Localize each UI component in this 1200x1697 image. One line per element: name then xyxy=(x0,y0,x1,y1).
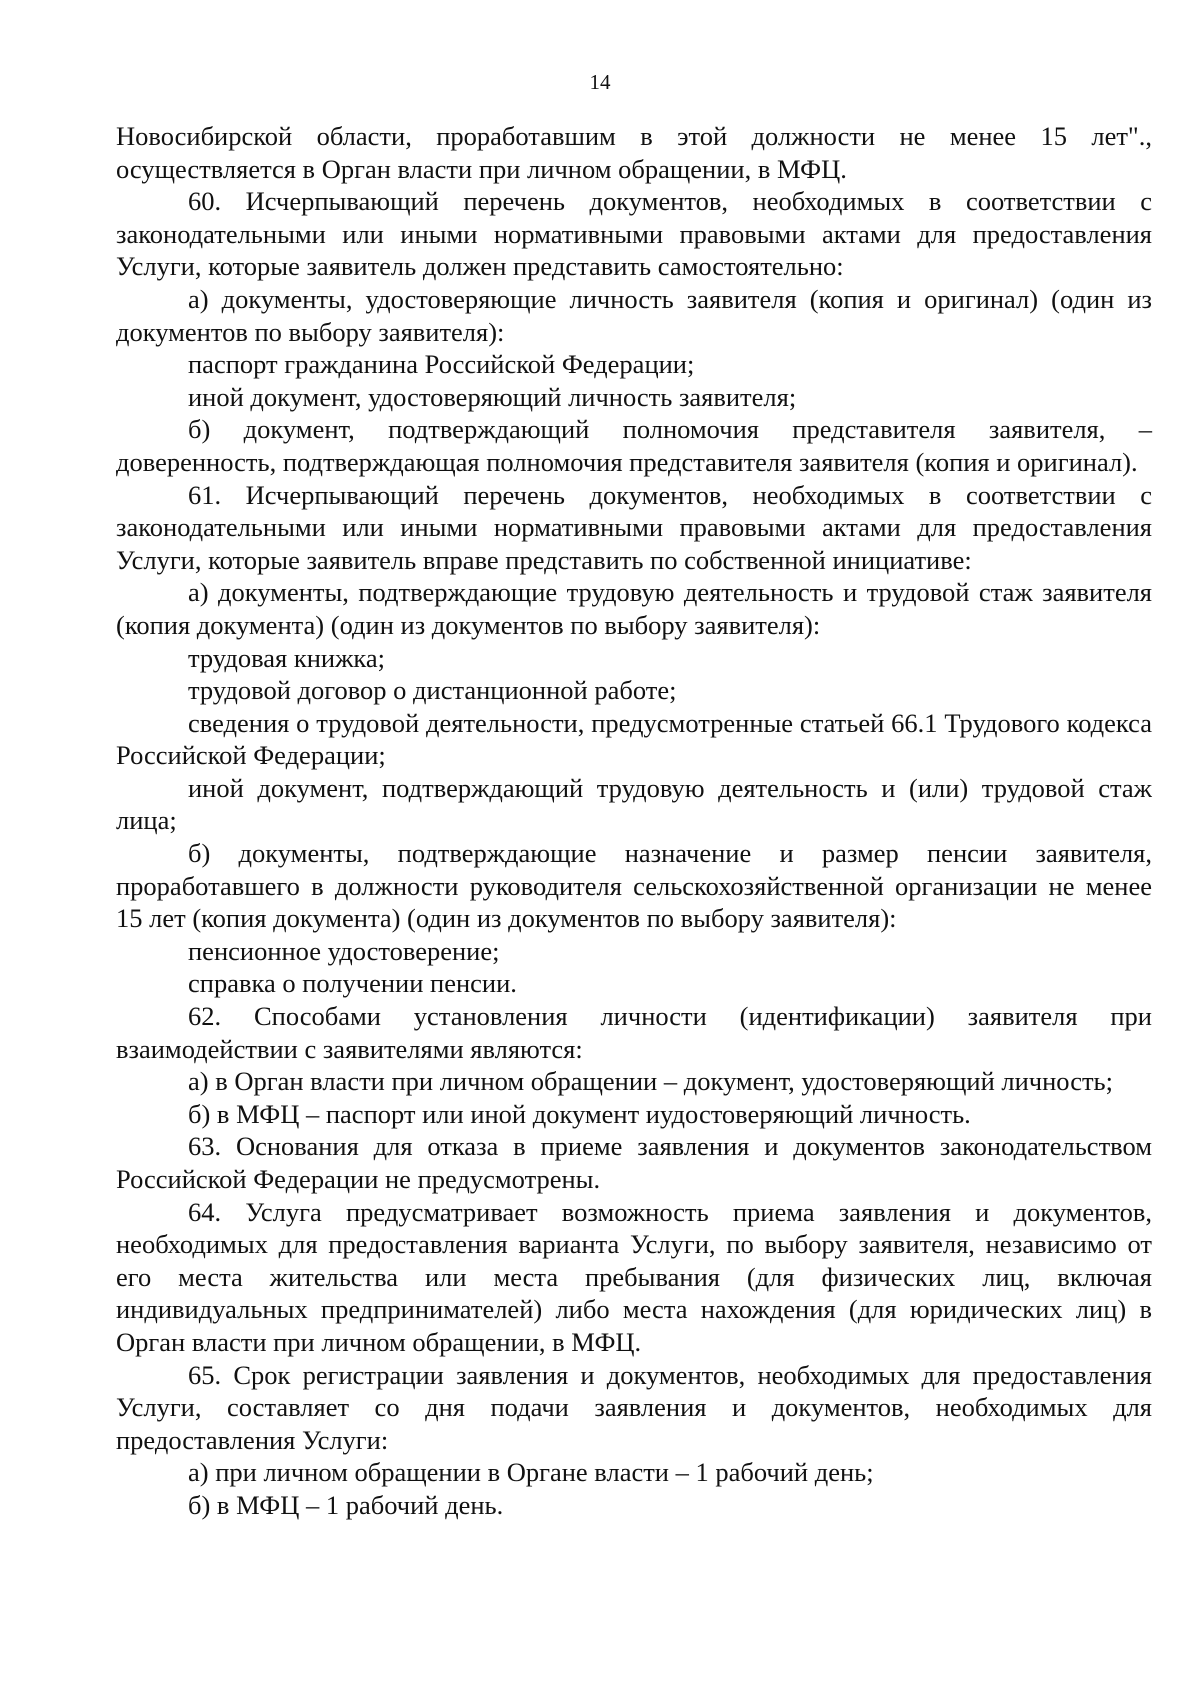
paragraph-65-b: б) в МФЦ – 1 рабочий день. xyxy=(188,1489,504,1520)
page-number: 14 xyxy=(589,70,611,94)
paragraph-60: 60. Исчерпывающий перечень документов, необходимых в соответствии с законодательными или иными нормативными правовыми актами для предоставления Услуги, которые заявитель должен представить самостоятельно: xyxy=(116,186,1152,282)
paragraph-63: 63. Основания для отказа в приеме заявления и документов законодательством Российской Федерации не предусмотрены. xyxy=(116,1131,1152,1194)
document-body xyxy=(116,120,1152,1522)
paragraph-61-a-item-3: сведения о трудовой деятельности, предусмотренные статьей 66.1 Трудового кодекса Российской Федерации; xyxy=(116,707,1152,771)
paragraph-60-a-item-2: иной документ, удостоверяющий личность заявителя; xyxy=(188,381,797,412)
paragraph-64: 64. Услуга предусматривает возможность приема заявления и документов, необходимых для предоставления варианта Услуги, по выбору заявителя, независимо от его места жительства или места пребывания (для физических лиц, включая индивидуальных предпринимателей) либо места нахождения (для юридических лиц) в Орган власти при личном обращении, в МФЦ. xyxy=(116,1196,1152,1357)
paragraph-61-b: б) документы, подтверждающие назначение и размер пенсии заявителя, проработавшего в должности руководителя сельскохозяйственной организации не менее 15 лет (копия документа) (один из документов по выбору заявителя): xyxy=(116,838,1152,934)
paragraph-65: 65. Срок регистрации заявления и документов, необходимых для предоставления Услуги, составляет со дня подачи заявления и документов, необходимых для предоставления Услуги: xyxy=(116,1359,1152,1455)
paragraph-61-b-item-2: справка о получении пенсии. xyxy=(188,968,517,999)
paragraph-61: 61. Исчерпывающий перечень документов, необходимых в соответствии с законодательными или иными нормативными правовыми актами для предоставления Услуги, которые заявитель вправе представить по собственной инициативе: xyxy=(116,479,1152,575)
paragraph-61-b-item-1: пенсионное удостоверение; xyxy=(188,935,500,966)
paragraph-61-a-item-1: трудовая книжка; xyxy=(188,642,386,673)
paragraph-65-a: а) при личном обращении в Органе власти – 1 рабочий день; xyxy=(188,1457,874,1488)
paragraph-61-a: а) документы, подтверждающие трудовую деятельность и трудовой стаж заявителя (копия документа) (один из документов по выбору заявителя): xyxy=(116,577,1152,640)
paragraph-62: 62. Способами установления личности (идентификации) заявителя при взаимодействии с заявителями являются: xyxy=(116,1001,1152,1064)
paragraph-62-b: б) в МФЦ – паспорт или иной документ иудостоверяющий личность. xyxy=(188,1098,971,1129)
paragraph-61-a-item-2: трудовой договор о дистанционной работе; xyxy=(188,675,677,706)
paragraph-continuation: Новосибирской области, проработавшим в этой должности не менее 15 лет"., осуществляется в Орган власти при личном обращении, в МФЦ. xyxy=(116,121,1152,184)
paragraph-62-a: а) в Орган власти при личном обращении – документ, удостоверяющий личность; xyxy=(188,1066,1113,1097)
paragraph-60-a-item-1: паспорт гражданина Российской Федерации; xyxy=(188,349,695,380)
paragraph-60-a: а) документы, удостоверяющие личность заявителя (копия и оригинал) (один из документов по выбору заявителя): xyxy=(116,283,1152,347)
paragraph-61-a-item-4: иной документ, подтверждающий трудовую деятельность и (или) трудовой стаж лица; xyxy=(116,772,1152,836)
paragraph-60-b: б) документ, подтверждающий полномочия представителя заявителя, – доверенность, подтверждающая полномочия представителя заявителя (копия и оригинал). xyxy=(116,414,1152,477)
